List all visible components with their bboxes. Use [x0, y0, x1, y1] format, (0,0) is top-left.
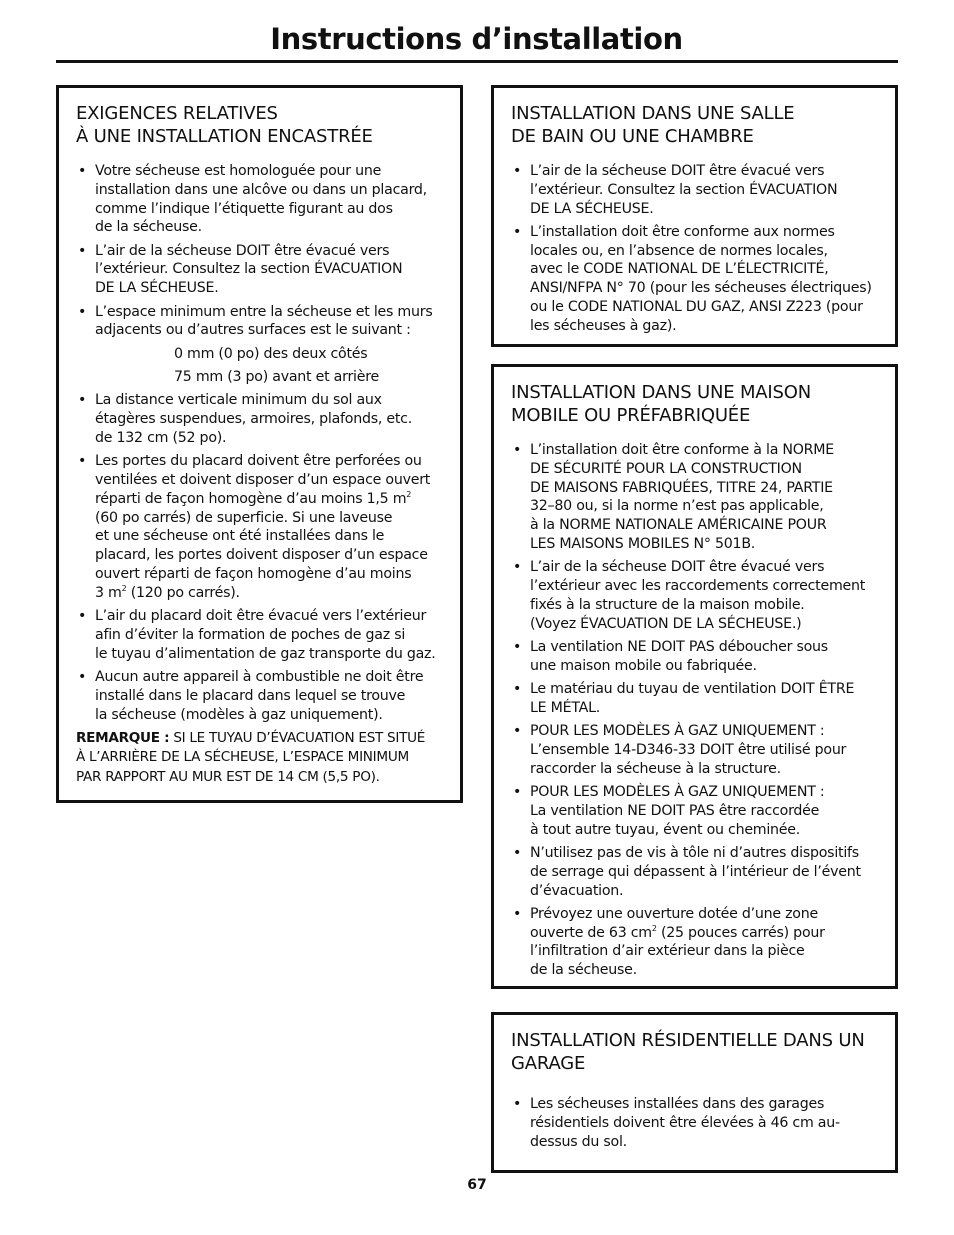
page-title: Instructions d’installation	[270, 22, 683, 56]
requirements-list	[76, 391, 460, 447]
list-item: • POUR LES MODÈLES À GAZ UNIQUEMENT : L’ensemble 14-D346-33 DOIT être utilisé pour raccorder la sécheuse à la structure.	[511, 722, 895, 778]
list-item: • Les sécheuses installées dans des garages résidentiels doivent être élevées à 46 cm au- dessus du sol.	[511, 1095, 895, 1151]
garage-box	[491, 1012, 898, 1173]
requirements-list	[511, 1095, 895, 1151]
list-item: • L’installation doit être conforme aux normes locales ou, en l’absence de normes locales, avec le CODE NATIONAL DE L’ÉLECTRICITÉ, ANSI/NFPA N° 70 (pour les sécheuses électriques) ou le CODE NATIONAL DU GAZ, ANSI Z223 (pour les sécheuses à gaz).	[511, 223, 895, 336]
page-number: 67	[467, 1177, 487, 1193]
requirements-list	[511, 441, 895, 900]
list-item: • L’air de la sécheuse DOIT être évacué vers l’extérieur. Consultez la section ÉVACUATION DE LA SÉCHEUSE.	[511, 162, 895, 218]
side-clearance: 0 mm (0 po) des deux côtés	[174, 345, 368, 362]
section-heading: INSTALLATION DANS UNE MAISON MOBILE OU PRÉFABRIQUÉE	[511, 382, 811, 426]
requirements-list	[76, 607, 460, 724]
built-in-requirements-box	[56, 85, 463, 803]
title-rule	[56, 60, 898, 63]
list-item: • L’air du placard doit être évacué vers l’extérieur afin d’éviter la formation de poches de gaz si le tuyau d’alimentation de gaz transporte du gaz.	[76, 607, 460, 663]
remark-note: REMARQUE : SI LE TUYAU D’ÉVACUATION EST SITUÉ À L’ARRIÈRE DE LA SÉCHEUSE, L’ESPACE MINIMUM PAR RAPPORT AU MUR EST DE 14 CM (5,5 PO).	[76, 729, 426, 785]
list-item: • Votre sécheuse est homologuée pour une installation dans une alcôve ou dans un placard, comme l’indique l’étiquette figurant au dos de la sécheuse.	[76, 162, 460, 237]
mobile-home-box	[491, 364, 898, 989]
list-item: • Les portes du placard doivent être perforées ou ventilées et doivent disposer d’un espace ouvert réparti de façon homogène d’au moins 1,5 $m^2$ (60 po carrés) de superficie. Si une laveuse et une sécheuse ont été installées dans le placard, les portes doivent disposer d’un espace ouvert réparti de façon homogène d’au moins 3 $m^2$ (120 po carrés).	[76, 452, 460, 602]
list-item: • Aucun autre appareil à combustible ne doit être installé dans le placard dans lequel se trouve la sécheuse (modèles à gaz uniquement).	[76, 668, 460, 724]
list-item: • N’utilisez pas de vis à tôle ni d’autres dispositifs de serrage qui dépassent à l’intérieur de l’évent d’évacuation.	[511, 844, 895, 900]
section-heading: INSTALLATION RÉSIDENTIELLE DANS UN GARAGE	[511, 1030, 865, 1074]
list-item: • POUR LES MODÈLES À GAZ UNIQUEMENT : La ventilation NE DOIT PAS être raccordée à tout autre tuyau, évent ou cheminée.	[511, 783, 895, 839]
closet-list	[76, 452, 460, 602]
list-item: • L’installation doit être conforme à la NORME DE SÉCURITÉ POUR LA CONSTRUCTION DE MAISONS FABRIQUÉES, TITRE 24, PARTIE 32–80 ou, si la norme n’est pas applicable, à la NORME NATIONALE AMÉRICAINE POUR LES MAISONS MOBILES N° 501B.	[511, 441, 895, 554]
section-heading: EXIGENCES RELATIVES À UNE INSTALLATION ENCASTRÉE	[76, 103, 373, 147]
front-back-clearance: 75 mm (3 po) avant et arrière	[174, 368, 379, 385]
requirements-list	[511, 162, 895, 336]
list-item: • Prévoyez une ouverture dotée d’une zone ouverte de 63 $cm^2$ (25 pouces carrés) pour l’infiltration d’air extérieur dans la pièce de la sécheuse.	[511, 905, 895, 980]
bathroom-bedroom-box	[491, 85, 898, 347]
list-item: • L’air de la sécheuse DOIT être évacué vers l’extérieur. Consultez la section ÉVACUATION DE LA SÉCHEUSE.	[76, 242, 460, 298]
requirements-list	[511, 905, 895, 980]
list-item: • L’espace minimum entre la sécheuse et les murs adjacents ou d’autres surfaces est le suivant :	[76, 303, 460, 341]
list-item: • La distance verticale minimum du sol aux étagères suspendues, armoires, plafonds, etc. de 132 cm (52 po).	[76, 391, 460, 447]
list-item: • Le matériau du tuyau de ventilation DOIT ÊTRE LE MÉTAL.	[511, 680, 895, 718]
list-item: • L’air de la sécheuse DOIT être évacué vers l’extérieur avec les raccordements correctement fixés à la structure de la maison mobile. (Voyez ÉVACUATION DE LA SÉCHEUSE.)	[511, 558, 895, 633]
requirements-list	[76, 162, 460, 340]
list-item: • La ventilation NE DOIT PAS déboucher sous une maison mobile ou fabriquée.	[511, 638, 895, 676]
section-heading: INSTALLATION DANS UNE SALLE DE BAIN OU UNE CHAMBRE	[511, 103, 795, 147]
